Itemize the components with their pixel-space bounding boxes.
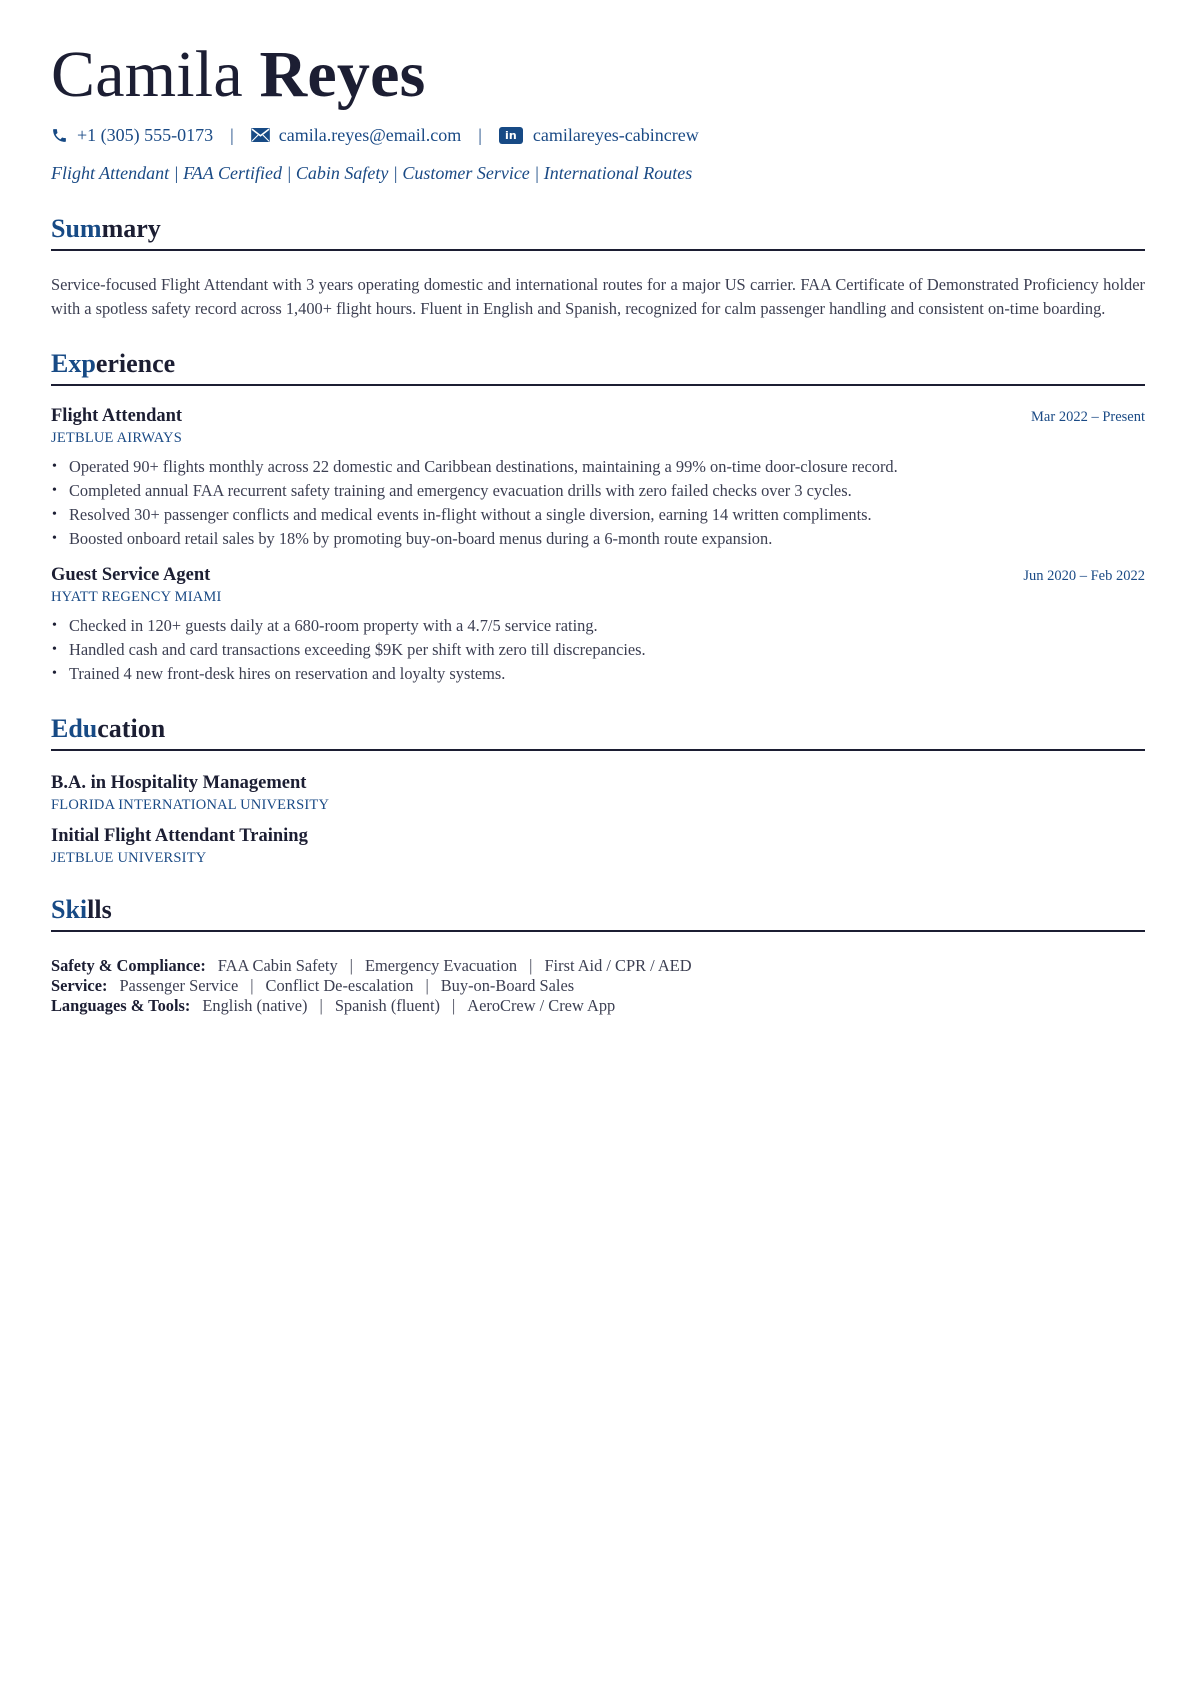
section-title-rest: mary xyxy=(101,214,161,243)
skill-separator: | xyxy=(529,956,533,975)
skill-item: Spanish (fluent) xyxy=(334,996,440,1015)
section-title-rest: erience xyxy=(95,349,176,378)
skill-item: FAA Cabin Safety xyxy=(217,956,338,975)
phone-icon xyxy=(51,127,68,144)
degree-title: B.A. in Hospitality Management xyxy=(51,773,307,793)
skill-category: Service: xyxy=(51,976,108,995)
job-dates: Mar 2022 – Present xyxy=(1031,409,1145,425)
section-divider xyxy=(51,249,1145,251)
phone-contact[interactable] xyxy=(51,125,213,146)
contact-separator: | xyxy=(230,124,234,145)
first-name: Camila xyxy=(51,38,243,111)
job-entry xyxy=(51,406,1145,551)
contact-separator: | xyxy=(478,124,482,145)
section-divider xyxy=(51,749,1145,751)
section-title-education xyxy=(51,712,1145,746)
resume-page xyxy=(51,36,1145,1016)
skill-separator: | xyxy=(451,996,456,1015)
job-bullet: • Checked in 120+ guests daily at a 680-room property with a 4.7/5 service rating. xyxy=(51,614,1145,638)
skill-separator: | xyxy=(250,976,254,995)
section-divider xyxy=(51,384,1145,386)
section-title-summary xyxy=(51,212,1145,246)
job-bullet: • Resolved 30+ passenger conflicts and medical events in-flight without a single diversion, earning 14 written compliments. xyxy=(51,503,1145,527)
job-bullet: • Trained 4 new front-desk hires on reservation and loyalty systems. xyxy=(51,662,1145,686)
job-bullet: • Handled cash and card transactions exceeding $9K per shift with zero till discrepancies. xyxy=(51,638,1145,662)
skill-item: Buy-on-Board Sales xyxy=(440,976,575,995)
summary-section xyxy=(51,212,1145,321)
skill-row xyxy=(51,976,1145,996)
job-bullet: • Boosted onboard retail sales by 18% by promoting buy-on-board menus during a 6-month route expansion. xyxy=(51,527,1145,551)
section-title-rest: lls xyxy=(87,895,112,924)
education-entry xyxy=(51,773,1145,814)
skill-category: Safety & Compliance: xyxy=(51,956,206,975)
section-title-rest: cation xyxy=(97,714,166,743)
skills-section xyxy=(51,893,1145,1016)
institution-name: FLORIDA INTERNATIONAL UNIVERSITY xyxy=(51,797,330,813)
linkedin-icon: in xyxy=(499,127,523,144)
candidate-name xyxy=(51,36,1145,114)
email-contact[interactable] xyxy=(251,125,462,146)
section-title-accent: Exp xyxy=(51,349,96,378)
section-title-accent: Edu xyxy=(51,714,98,743)
section-divider xyxy=(51,930,1145,932)
envelope-icon xyxy=(251,128,270,142)
skill-item: First Aid / CPR / AED xyxy=(544,956,692,975)
job-bullets xyxy=(51,455,1145,551)
skill-item: Emergency Evacuation xyxy=(364,956,518,975)
job-header xyxy=(51,565,1145,586)
job-header xyxy=(51,406,1145,427)
linkedin-text: camilareyes-cabincrew xyxy=(532,124,699,145)
email-text: camila.reyes@email.com xyxy=(278,124,462,145)
skill-separator: | xyxy=(425,976,429,995)
headline-tagline: Flight Attendant | FAA Certified | Cabin Safety | Customer Service | International Routes xyxy=(51,163,693,183)
section-title-accent: Sum xyxy=(51,214,102,243)
linkedin-contact[interactable] xyxy=(499,125,699,146)
skill-item: Conflict De-escalation xyxy=(265,976,414,995)
institution-name: JETBLUE UNIVERSITY xyxy=(51,850,207,866)
job-dates: Jun 2020 – Feb 2022 xyxy=(1023,568,1145,584)
education-entry xyxy=(51,826,1145,867)
education-section xyxy=(51,712,1145,867)
summary-text: Service-focused Flight Attendant with 3 years operating domestic and international routes for a major US carrier. FAA Certificate of Demonstrated Proficiency holder with a spotless safety record across 1,400+ flight hours. Fluent in English and Spanish, recognized for calm passenger handling and consistent on-time boarding. xyxy=(51,275,1145,318)
skill-item: AeroCrew / Crew App xyxy=(467,996,616,1015)
section-title-accent: Ski xyxy=(51,895,88,924)
skill-item: Passenger Service xyxy=(119,976,239,995)
section-title-experience xyxy=(51,347,1145,381)
skill-item: English (native) xyxy=(202,996,308,1015)
job-title: Flight Attendant xyxy=(51,406,183,426)
skill-row xyxy=(51,956,1145,976)
skill-separator: | xyxy=(349,956,353,975)
experience-section xyxy=(51,347,1145,686)
skills-list xyxy=(51,956,1145,1016)
job-employer: HYATT REGENCY MIAMI xyxy=(51,589,222,605)
contact-line xyxy=(51,122,1145,148)
degree-title: Initial Flight Attendant Training xyxy=(51,826,308,846)
job-entry xyxy=(51,565,1145,686)
section-title-skills xyxy=(51,893,1145,927)
job-title: Guest Service Agent xyxy=(51,565,211,585)
job-bullet: • Completed annual FAA recurrent safety training and emergency evacuation drills with zero failed checks over 3 cycles. xyxy=(51,479,1145,503)
skill-separator: | xyxy=(319,996,323,1015)
last-name: Reyes xyxy=(259,38,426,111)
job-bullets xyxy=(51,614,1145,686)
skill-row xyxy=(51,996,1145,1016)
phone-text: +1 (305) 555-0173 xyxy=(77,124,214,145)
job-employer: JETBLUE AIRWAYS xyxy=(51,430,182,446)
job-bullet: • Operated 90+ flights monthly across 22 domestic and Caribbean destinations, maintaining a 99% on-time door-closure record. xyxy=(51,455,1145,479)
skill-category: Languages & Tools: xyxy=(51,996,191,1015)
